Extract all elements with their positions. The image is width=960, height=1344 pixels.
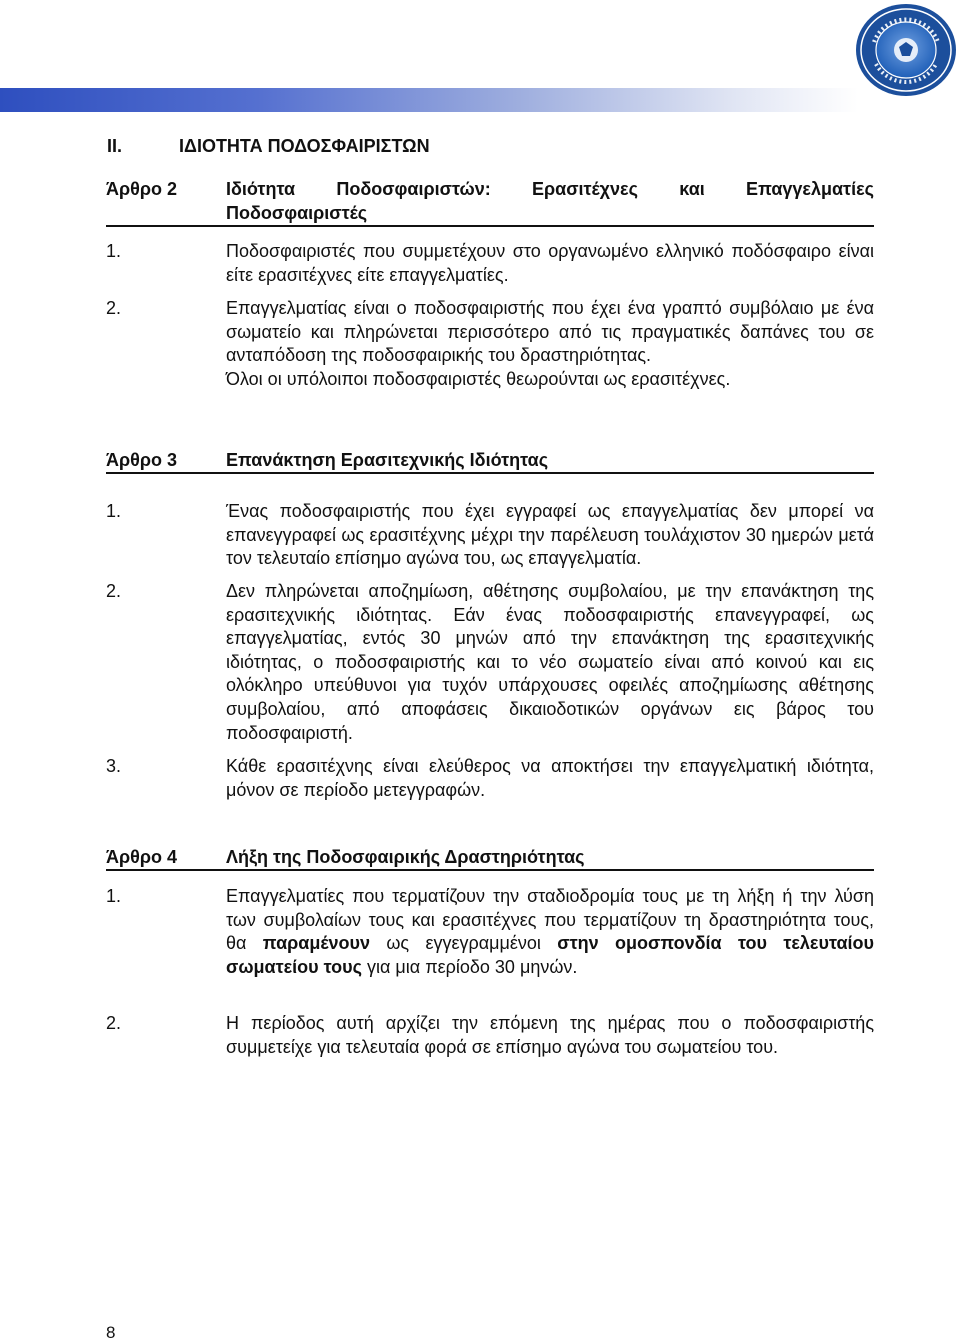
section-number: II. bbox=[107, 136, 123, 156]
article-2-item-2 bbox=[106, 297, 874, 391]
article-3-heading bbox=[106, 448, 874, 474]
item-text: Η περίοδος αυτή αρχίζει την επόμενη της ημέρας που ο ποδοσφαιριστής συμμετείχε για τελευταία φορά σε επίσημο αγώνα του σωματείου του. bbox=[226, 1013, 874, 1057]
item-text-paragraph: Όλοι οι υπόλοιποι ποδοσφαιριστές θεωρούνται ως ερασιτέχνες. bbox=[226, 368, 731, 389]
item-number: 1. bbox=[106, 501, 122, 521]
article-2-item-1 bbox=[106, 240, 874, 287]
text-run-bold: στην ομοσπονδία του τελευταίου σωματείου τους bbox=[226, 933, 875, 977]
section-title: ΙΔΙΟΤΗΤΑ ΠΟΔΟΣΦΑΙΡΙΣΤΩΝ bbox=[179, 136, 430, 156]
article-4-title: Λήξη της Ποδοσφαιρικής Δραστηριότητας bbox=[226, 847, 585, 867]
item-text: Κάθε ερασιτέχνης είναι ελεύθερος να αποκτήσει την επαγγελματική ιδιότητα, μόνον σε περίοδο μετεγγραφών. bbox=[226, 756, 874, 800]
item-number: 2. bbox=[106, 1013, 122, 1033]
article-4-item-1 bbox=[106, 885, 874, 979]
text-run: Επαγγελματίες που τερματίζουν την σταδιοδρομία τους με τη λήξη ή την λύση των συμβολαίων τους και ερασιτέχνες που τερματίζουν τη δραστηριότητα τους, θα bbox=[226, 886, 874, 954]
text-run: για μια περίοδο 30 μηνών. bbox=[362, 956, 578, 977]
section-heading bbox=[107, 136, 430, 157]
item-number: 1. bbox=[106, 241, 122, 261]
item-number: 3. bbox=[106, 756, 122, 776]
item-text bbox=[226, 297, 874, 391]
text-run: ως εγγεγραμμένοι bbox=[369, 933, 558, 954]
article-4-item-2 bbox=[106, 1012, 874, 1059]
item-text: Δεν πληρώνεται αποζημίωση, αθέτησης συμβολαίου, με την επανάκτηση της ερασιτεχνικής ιδιότητας. Εάν ένας ποδοσφαιριστής επανεγγραφεί, ως επαγγελματίας, εντός 30 μηνών από την επανάκτηση της ερασιτεχνικής ιδιότητας, ο ποδοσφαιριστής και το νέο σωματείο είναι από κοινού και εις ολόκληρο υπεύθυνοι για τυχόν υπάρχουσες οφειλές αποζημίωσης αθέτησης συμβολαίου, από αποφάσεις δικαιοδοτικών οργάνων εις βάρος του ποδοσφαιριστή. bbox=[226, 581, 874, 743]
item-number: 1. bbox=[106, 886, 122, 906]
article-3-item-1 bbox=[106, 500, 874, 571]
item-number: 2. bbox=[106, 298, 122, 318]
article-3-item-3 bbox=[106, 755, 874, 802]
article-2-title: Ιδιότητα Ποδοσφαιριστών: Ερασιτέχνες και Επαγγελματίες Ποδοσφαιριστές bbox=[226, 179, 874, 223]
item-text-paragraph: Επαγγελματίας είναι ο ποδοσφαιριστής που έχει ένα γραπτό συμβόλαιο με ένα σωματείο και πληρώνεται περισσότερο από τις πραγματικές δαπάνες του σε ανταπόδοση της ποδοσφαιρικής του δραστηριότητας. bbox=[226, 298, 874, 366]
item-text bbox=[226, 885, 874, 979]
header-gradient-band bbox=[0, 88, 858, 112]
article-2-label: Άρθρο 2 bbox=[106, 179, 178, 199]
article-3-label: Άρθρο 3 bbox=[106, 450, 178, 470]
federation-seal-icon bbox=[854, 2, 958, 98]
article-4-heading bbox=[106, 845, 874, 871]
page-number: 8 bbox=[106, 1323, 116, 1342]
article-3-item-2 bbox=[106, 580, 874, 745]
item-number: 2. bbox=[106, 581, 122, 601]
text-run-bold: παραμένουν bbox=[262, 933, 370, 954]
article-4-label: Άρθρο 4 bbox=[106, 847, 178, 867]
article-3-title: Επανάκτηση Ερασιτεχνικής Ιδιότητας bbox=[226, 450, 549, 470]
item-text: Ποδοσφαιριστές που συμμετέχουν στο οργανωμένο ελληνικό ποδόσφαιρο είναι είτε ερασιτέχνες είτε επαγγελματίες. bbox=[226, 241, 874, 285]
article-2-heading bbox=[106, 177, 874, 227]
item-text: Ένας ποδοσφαιριστής που έχει εγγραφεί ως επαγγελματίας δεν μπορεί να επανεγγραφεί ως ερασιτέχνης μέχρι την παρέλευση τουλάχιστον 30 ημερών μετά τον τελευταίο επίσημο αγώνα του, ως επαγγελματία. bbox=[226, 501, 874, 569]
